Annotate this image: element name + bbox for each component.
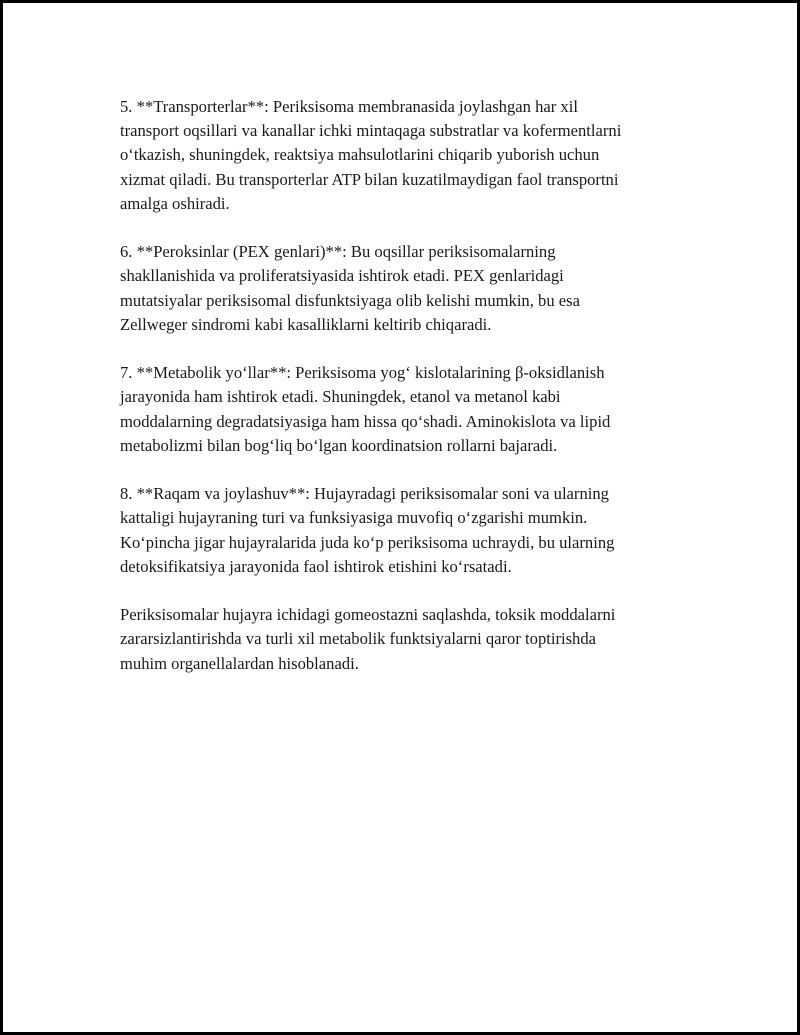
text-line: Periksisomalar hujayra ichidagi gomeostazni saqlashda, toksik moddalarni (120, 605, 616, 625)
text-line: moddalarning degradatsiyasiga ham hissa qo‘shadi. Aminokislota va lipid (120, 411, 611, 431)
paragraph-number-and-location (120, 482, 700, 579)
text-line: kattaligi hujayraning turi va funksiyasiga muvofiq o‘zgarishi mumkin. (120, 508, 588, 528)
text-line: xizmat qiladi. Bu transporterlar ATP bilan kuzatilmaydigan faol transportni (120, 169, 619, 189)
text-line: Zellweger sindromi kabi kasalliklarni keltirib chiqaradi. (120, 314, 492, 334)
text-line: mutatsiyalar periksisomal disfunktsiyaga olib kelishi mumkin, bu esa (120, 290, 580, 310)
paragraph-metabolic-pathways (120, 361, 700, 458)
document-body (120, 95, 700, 700)
text-line: Ko‘pincha jigar hujayralarida juda ko‘p periksisoma uchraydi, bu ularning (120, 532, 615, 552)
text-line: amalga oshiradi. (120, 193, 230, 213)
text-line: transport oqsillari va kanallar ichki mintaqaga substratlar va kofermentlarni (120, 121, 622, 141)
text-line: jarayonida ham ishtirok etadi. Shuningdek, etanol va metanol kabi (120, 387, 561, 407)
paragraph-peroxins (120, 240, 700, 337)
text-line: 7. **Metabolik yo‘llar**: Periksisoma yog‘ kislotalarining β-oksidlanish (120, 363, 605, 383)
text-line: 5. **Transporterlar**: Periksisoma membranasida joylashgan har xil (120, 97, 578, 116)
text-line: shakllanishida va proliferatsiyasida ishtirok etadi. PEX genlaridagi (120, 266, 564, 286)
paragraph-conclusion (120, 603, 700, 676)
text-line: 8. **Raqam va joylashuv**: Hujayradagi periksisomalar soni va ularning (120, 484, 609, 504)
text-line: metabolizmi bilan bog‘liq bo‘lgan koordinatsion rollarni bajaradi. (120, 435, 558, 455)
text-line: muhim organellalardan hisoblanadi. (120, 653, 359, 673)
text-line: detoksifikatsiya jarayonida faol ishtirok etishini ko‘rsatadi. (120, 556, 512, 576)
text-line: 6. **Peroksinlar (PEX genlari)**: Bu oqsillar periksisomalarning (120, 242, 556, 262)
text-line: zararsizlantirishda va turli xil metabolik funktsiyalarni qaror toptirishda (120, 629, 597, 649)
text-line: o‘tkazish, shuningdek, reaktsiya mahsulotlarini chiqarib yuborish uchun (120, 145, 600, 165)
paragraph-transporters (120, 95, 700, 216)
